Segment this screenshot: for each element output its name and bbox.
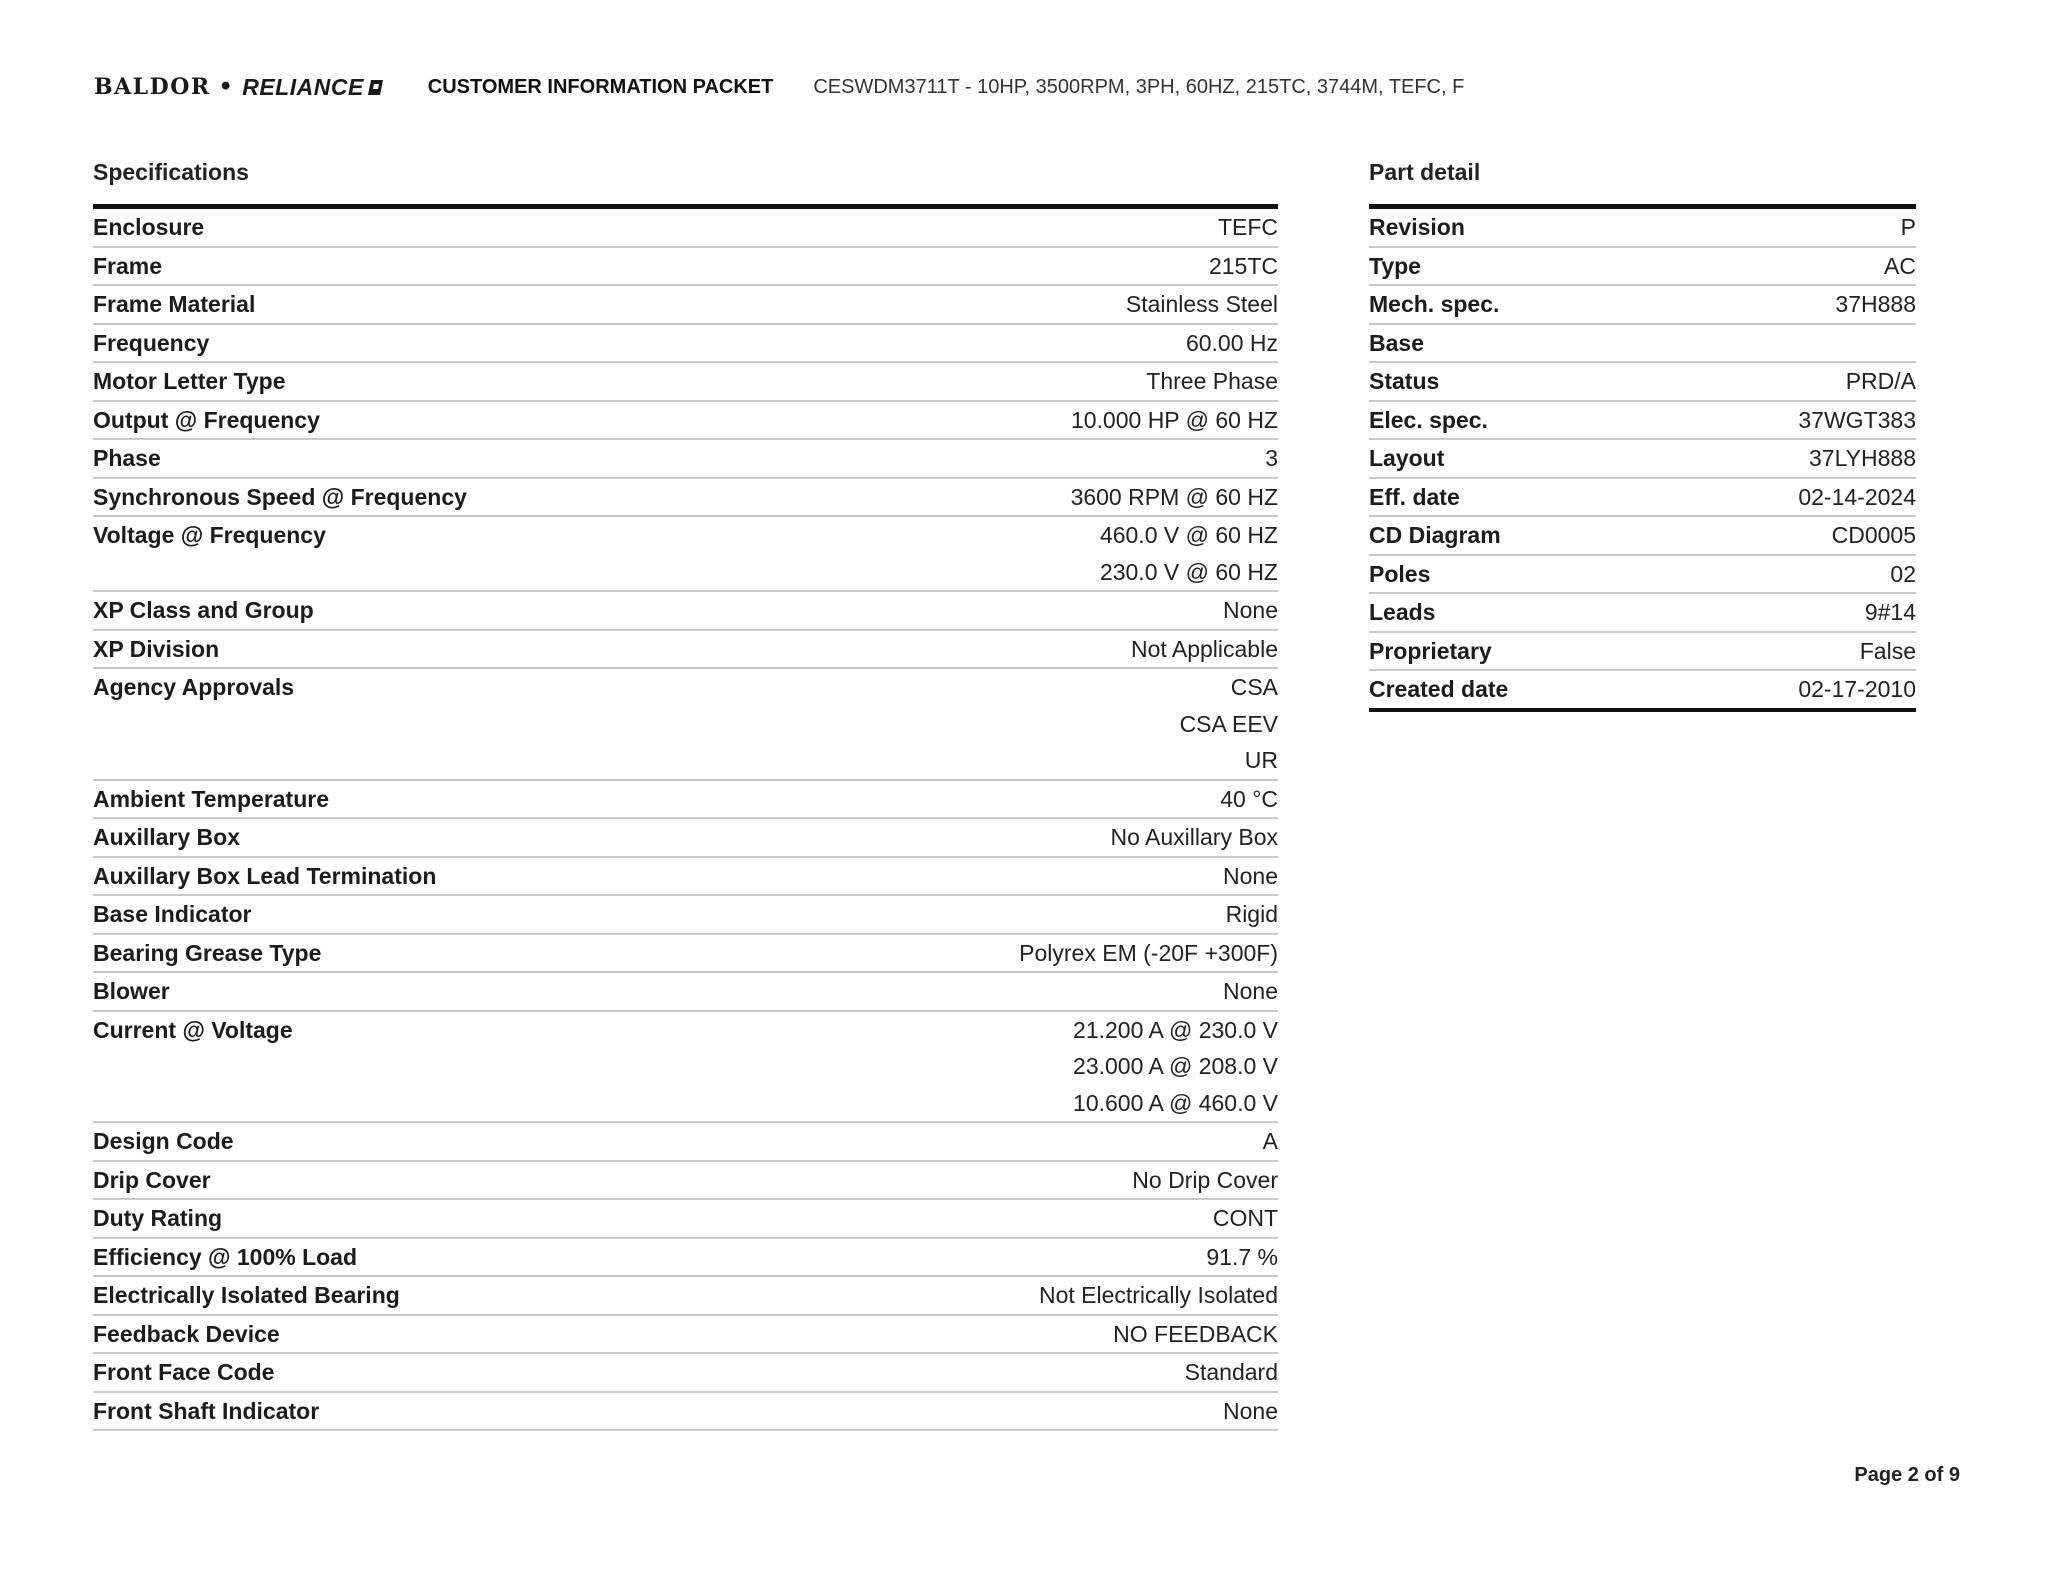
row-label: Phase: [93, 445, 161, 471]
row-label: CD Diagram: [1369, 522, 1501, 548]
row-label: Revision: [1369, 214, 1465, 240]
value-line: CSA: [1230, 674, 1278, 700]
table-row: [93, 592, 1278, 631]
row-label: Blower: [93, 978, 170, 1004]
row-label: Front Shaft Indicator: [93, 1397, 320, 1424]
part-detail-title: Part detail: [1369, 159, 1481, 185]
table-row: [93, 517, 1278, 592]
row-value: [1223, 973, 1278, 1010]
value-line: 37H888: [1835, 291, 1916, 317]
row-label: Enclosure: [93, 214, 205, 240]
value-line: No Auxillary Box: [1110, 824, 1278, 850]
value-line: 91.7 %: [1206, 1243, 1278, 1270]
row-value: [1809, 440, 1916, 477]
value-line: 10.600 A @ 460.0 V: [1073, 1089, 1278, 1116]
row-label: Created date: [1369, 676, 1509, 702]
row-value: [1126, 286, 1278, 323]
value-line: CSA EEV: [1179, 710, 1278, 737]
row-value: [1146, 363, 1278, 400]
value-line: 23.000 A @ 208.0 V: [1073, 1053, 1278, 1079]
specifications-table: [93, 204, 1278, 1431]
table-row: [1369, 363, 1916, 402]
row-label: Efficiency @ 100% Load: [93, 1243, 358, 1270]
table-row: [93, 325, 1278, 364]
value-line: Not Electrically Isolated: [1038, 1282, 1278, 1308]
table-row: [93, 1277, 1278, 1316]
row-label: Motor Letter Type: [93, 368, 286, 394]
value-line: 3: [1265, 445, 1278, 471]
table-row: [1369, 479, 1916, 518]
row-value: [1186, 325, 1278, 362]
brand-name-left: BALDOR: [94, 74, 211, 100]
value-line: None: [1223, 597, 1278, 623]
product-description: CESWDM3711T - 10HP, 3500RPM, 3PH, 60HZ, 215TC, 3744M, TEFC, F: [813, 75, 1465, 98]
row-value: [1901, 209, 1916, 246]
table-row: [93, 1123, 1278, 1162]
row-label: Poles: [1369, 560, 1431, 587]
table-row: [93, 858, 1278, 897]
brand-separator: •: [218, 74, 235, 100]
row-label: Status: [1369, 368, 1440, 394]
value-line: 02: [1890, 560, 1916, 587]
document-title: CUSTOMER INFORMATION PACKET: [427, 75, 774, 98]
row-label: Drip Cover: [93, 1166, 211, 1193]
brand-name-right: RELIANCE: [242, 73, 364, 100]
value-line: 9#14: [1864, 599, 1916, 625]
row-value: [1039, 1277, 1278, 1314]
table-row: [93, 440, 1278, 479]
brand-mark-icon: [367, 79, 383, 96]
value-line: 215TC: [1208, 252, 1278, 279]
value-line: CD0005: [1831, 522, 1916, 548]
table-row: [93, 631, 1278, 670]
row-label: Base Indicator: [93, 901, 252, 927]
row-value: [1019, 935, 1278, 972]
row-value: [1835, 286, 1916, 323]
value-line: Stainless Steel: [1125, 291, 1278, 317]
row-label: XP Class and Group: [93, 597, 314, 623]
table-row: [93, 1316, 1278, 1355]
row-label: Leads: [1369, 599, 1436, 625]
table-row: [1369, 209, 1916, 248]
row-label: Proprietary: [1369, 637, 1492, 664]
specifications-section: [93, 155, 1278, 1431]
row-label: Layout: [1369, 445, 1445, 471]
row-label: Output @ Frequency: [93, 406, 320, 433]
table-row: [93, 1200, 1278, 1239]
row-value: [1111, 819, 1278, 856]
row-value: [1226, 896, 1278, 933]
table-row: [93, 402, 1278, 441]
table-row: [1369, 248, 1916, 287]
table-row: [93, 935, 1278, 974]
row-label: Elec. spec.: [1369, 406, 1488, 433]
row-value: [1263, 1123, 1278, 1160]
table-row: [93, 973, 1278, 1012]
row-value: [1223, 1393, 1278, 1430]
table-row: [1369, 402, 1916, 441]
value-line: None: [1223, 862, 1278, 889]
row-value: [1100, 517, 1278, 590]
row-label: Type: [1369, 252, 1421, 279]
value-line: AC: [1884, 252, 1916, 279]
row-label: Frame: [93, 252, 163, 279]
value-line: 21.200 A @ 230.0 V: [1073, 1016, 1278, 1043]
table-row: [1369, 671, 1916, 712]
row-value: [1113, 1316, 1278, 1353]
row-value: [1798, 671, 1916, 708]
value-line: TEFC: [1217, 214, 1278, 240]
table-row: [93, 1393, 1278, 1432]
row-value: [1073, 1012, 1278, 1122]
row-value: [1132, 1162, 1278, 1199]
value-line: 60.00 Hz: [1185, 329, 1278, 356]
value-line: False: [1859, 637, 1916, 664]
page-header: [94, 70, 1994, 104]
value-line: NO FEEDBACK: [1113, 1320, 1278, 1347]
row-label: Front Face Code: [93, 1359, 275, 1385]
value-line: Standard: [1184, 1359, 1278, 1385]
row-value: [1206, 1239, 1278, 1276]
table-row: [93, 479, 1278, 518]
row-value: [1860, 633, 1916, 670]
row-value: [1209, 248, 1278, 285]
row-value: [1185, 1354, 1278, 1391]
value-line: None: [1223, 1397, 1278, 1424]
table-row: [93, 1162, 1278, 1201]
row-label: Feedback Device: [93, 1320, 280, 1347]
row-label: Base: [1369, 329, 1424, 356]
table-row: [93, 1354, 1278, 1393]
row-label: Electrically Isolated Bearing: [93, 1282, 400, 1308]
table-row: [93, 1012, 1278, 1124]
table-row: [93, 819, 1278, 858]
row-value: [1798, 402, 1916, 439]
row-label: Bearing Grease Type: [93, 939, 322, 966]
brand-logo: [94, 74, 383, 101]
value-line: P: [1900, 214, 1916, 240]
value-line: 37LYH888: [1809, 445, 1916, 471]
table-row: [1369, 633, 1916, 672]
row-label: Duty Rating: [93, 1205, 223, 1231]
table-row: [1369, 325, 1916, 364]
table-row: [93, 363, 1278, 402]
row-value: [1218, 209, 1278, 246]
row-label: XP Division: [93, 635, 220, 662]
row-value: [1220, 781, 1278, 818]
table-row: [93, 781, 1278, 820]
row-value: [1131, 631, 1278, 668]
table-row: [1369, 286, 1916, 325]
page-number: Page 2 of 9: [1854, 1464, 1960, 1486]
row-value: [1223, 858, 1278, 895]
value-line: 10.000 HP @ 60 HZ: [1070, 406, 1278, 433]
table-row: [93, 896, 1278, 935]
table-row: [1369, 594, 1916, 633]
value-line: 3600 RPM @ 60 HZ: [1070, 483, 1278, 510]
row-value: [1832, 517, 1916, 554]
row-label: Ambient Temperature: [93, 785, 330, 812]
value-line: UR: [1244, 747, 1278, 773]
table-row: [93, 286, 1278, 325]
value-line: 02-14-2024: [1798, 483, 1916, 510]
table-row: [93, 209, 1278, 248]
value-line: No Drip Cover: [1132, 1166, 1278, 1193]
specifications-title: Specifications: [93, 159, 249, 185]
value-line: 02-17-2010: [1798, 676, 1916, 702]
row-value: [1180, 669, 1278, 779]
value-line: CONT: [1212, 1205, 1278, 1231]
table-row: [1369, 556, 1916, 595]
value-line: 460.0 V @ 60 HZ: [1099, 522, 1278, 548]
value-line: 40 °C: [1220, 785, 1278, 812]
value-line: 230.0 V @ 60 HZ: [1099, 558, 1278, 585]
row-value: [1265, 440, 1278, 477]
row-label: Auxillary Box: [93, 824, 240, 850]
value-line: PRD/A: [1845, 368, 1916, 394]
row-value: [1213, 1200, 1278, 1237]
table-row: [93, 1239, 1278, 1278]
value-line: None: [1223, 978, 1278, 1004]
table-row: [1369, 517, 1916, 556]
part-detail-table: [1369, 204, 1916, 712]
row-label: Design Code: [93, 1128, 234, 1154]
row-label: Voltage @ Frequency: [93, 522, 326, 548]
row-label: Mech. spec.: [1369, 291, 1500, 317]
row-value: [1071, 479, 1278, 516]
row-value: [1223, 592, 1278, 629]
row-value: [1865, 594, 1916, 631]
row-label: Eff. date: [1369, 483, 1460, 510]
value-line: Rigid: [1225, 901, 1278, 927]
row-label: Current @ Voltage: [93, 1016, 293, 1043]
table-row: [93, 248, 1278, 287]
row-value: [1846, 363, 1916, 400]
value-line: Polyrex EM (-20F +300F): [1019, 939, 1278, 966]
row-label: Frame Material: [93, 291, 256, 317]
value-line: A: [1262, 1128, 1278, 1154]
value-line: Three Phase: [1146, 368, 1278, 394]
value-line: 37WGT383: [1798, 406, 1916, 433]
part-detail-section: [1369, 155, 1916, 712]
table-row: [93, 669, 1278, 781]
row-label: Agency Approvals: [93, 674, 295, 700]
row-value: [1884, 248, 1916, 285]
row-value: [1798, 479, 1916, 516]
row-value: [1071, 402, 1278, 439]
row-value: [1890, 556, 1916, 593]
table-row: [1369, 440, 1916, 479]
row-label: Synchronous Speed @ Frequency: [93, 483, 467, 510]
row-label: Auxillary Box Lead Termination: [93, 862, 437, 889]
value-line: Not Applicable: [1130, 635, 1278, 662]
row-label: Frequency: [93, 329, 210, 356]
